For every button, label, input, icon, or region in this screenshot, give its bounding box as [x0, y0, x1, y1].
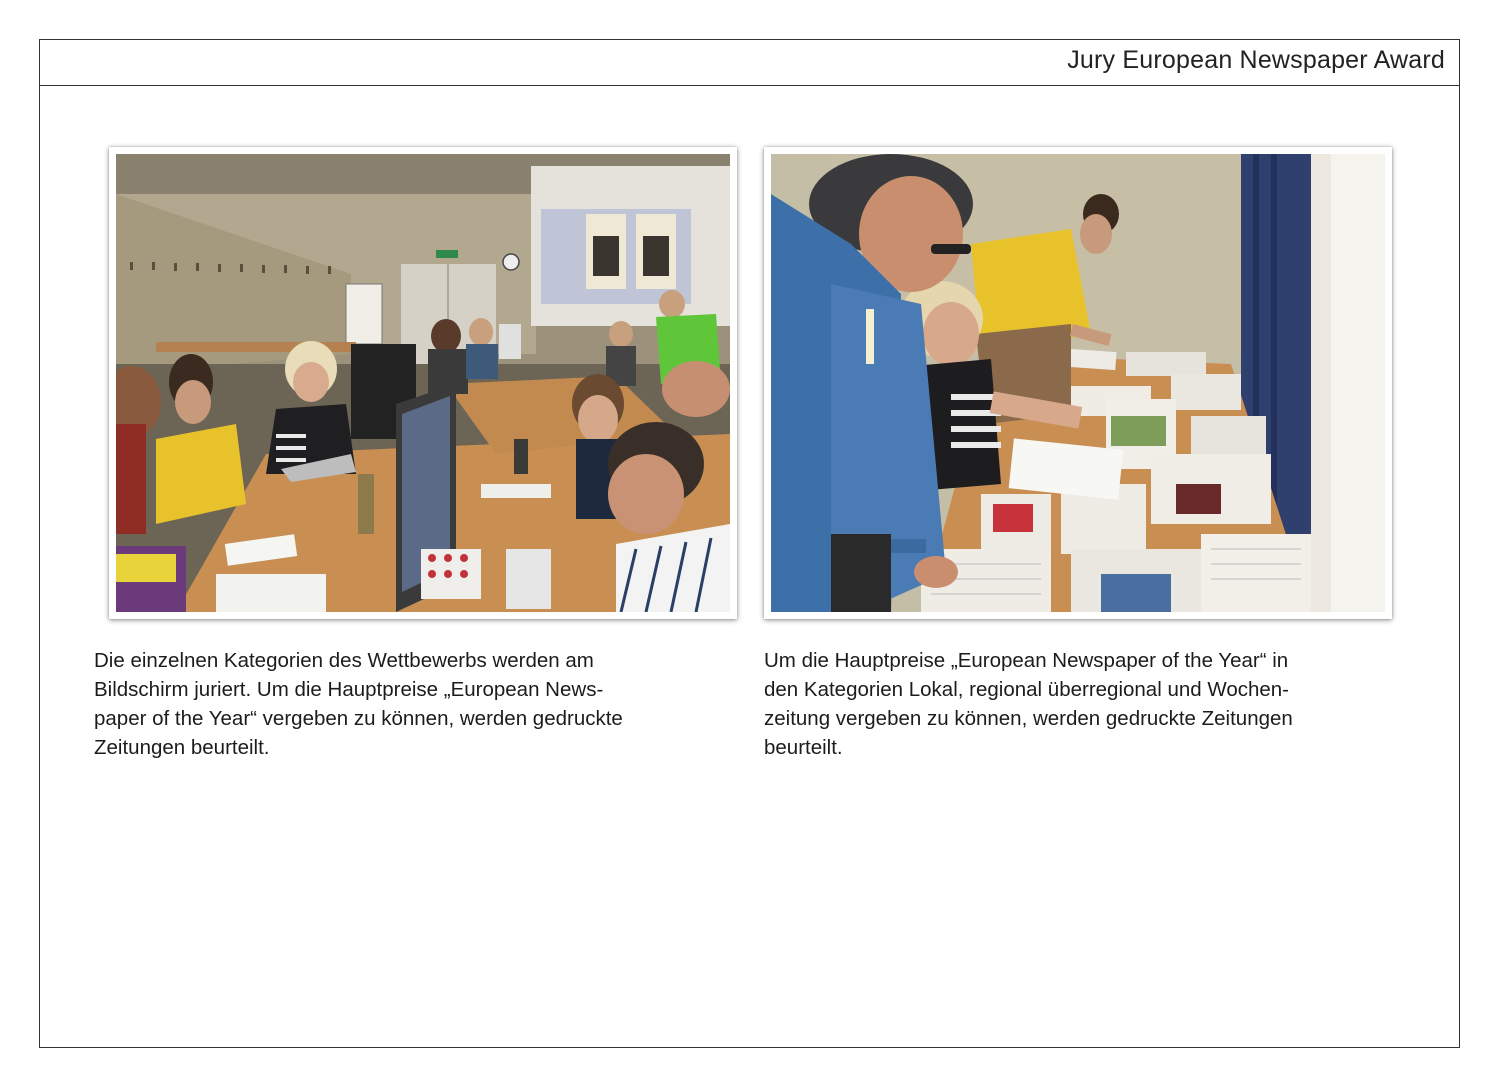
- caption-left-line: Bildschirm juriert. Um die Hauptpreise „European News-: [94, 678, 604, 701]
- page-title: Jury European Newspaper Award: [1067, 46, 1445, 74]
- caption-right: [764, 646, 1404, 762]
- caption-left-line: paper of the Year“ vergeben zu können, werden gedruckte: [94, 707, 623, 730]
- caption-right-line: Um die Hauptpreise „European Newspaper of the Year“ in: [764, 649, 1289, 672]
- photo-jury-screens-illustration: [116, 154, 730, 612]
- caption-left-line: Zeitungen beurteilt.: [94, 736, 270, 759]
- photo-jury-reading-newspapers: [764, 147, 1392, 619]
- caption-right-line: zeitung vergeben zu können, werden gedruckte Zeitungen: [764, 707, 1293, 730]
- photo-jury-at-screens: [109, 147, 737, 619]
- caption-left: [94, 646, 734, 762]
- caption-right-line: beurteilt.: [764, 736, 843, 759]
- caption-left-line: Die einzelnen Kategorien des Wettbewerbs werden am: [94, 649, 594, 672]
- photo-jury-newspapers-illustration: [771, 154, 1385, 612]
- caption-right-line: den Kategorien Lokal, regional überregional und Wochen-: [764, 678, 1290, 701]
- header-bar: [40, 40, 1459, 86]
